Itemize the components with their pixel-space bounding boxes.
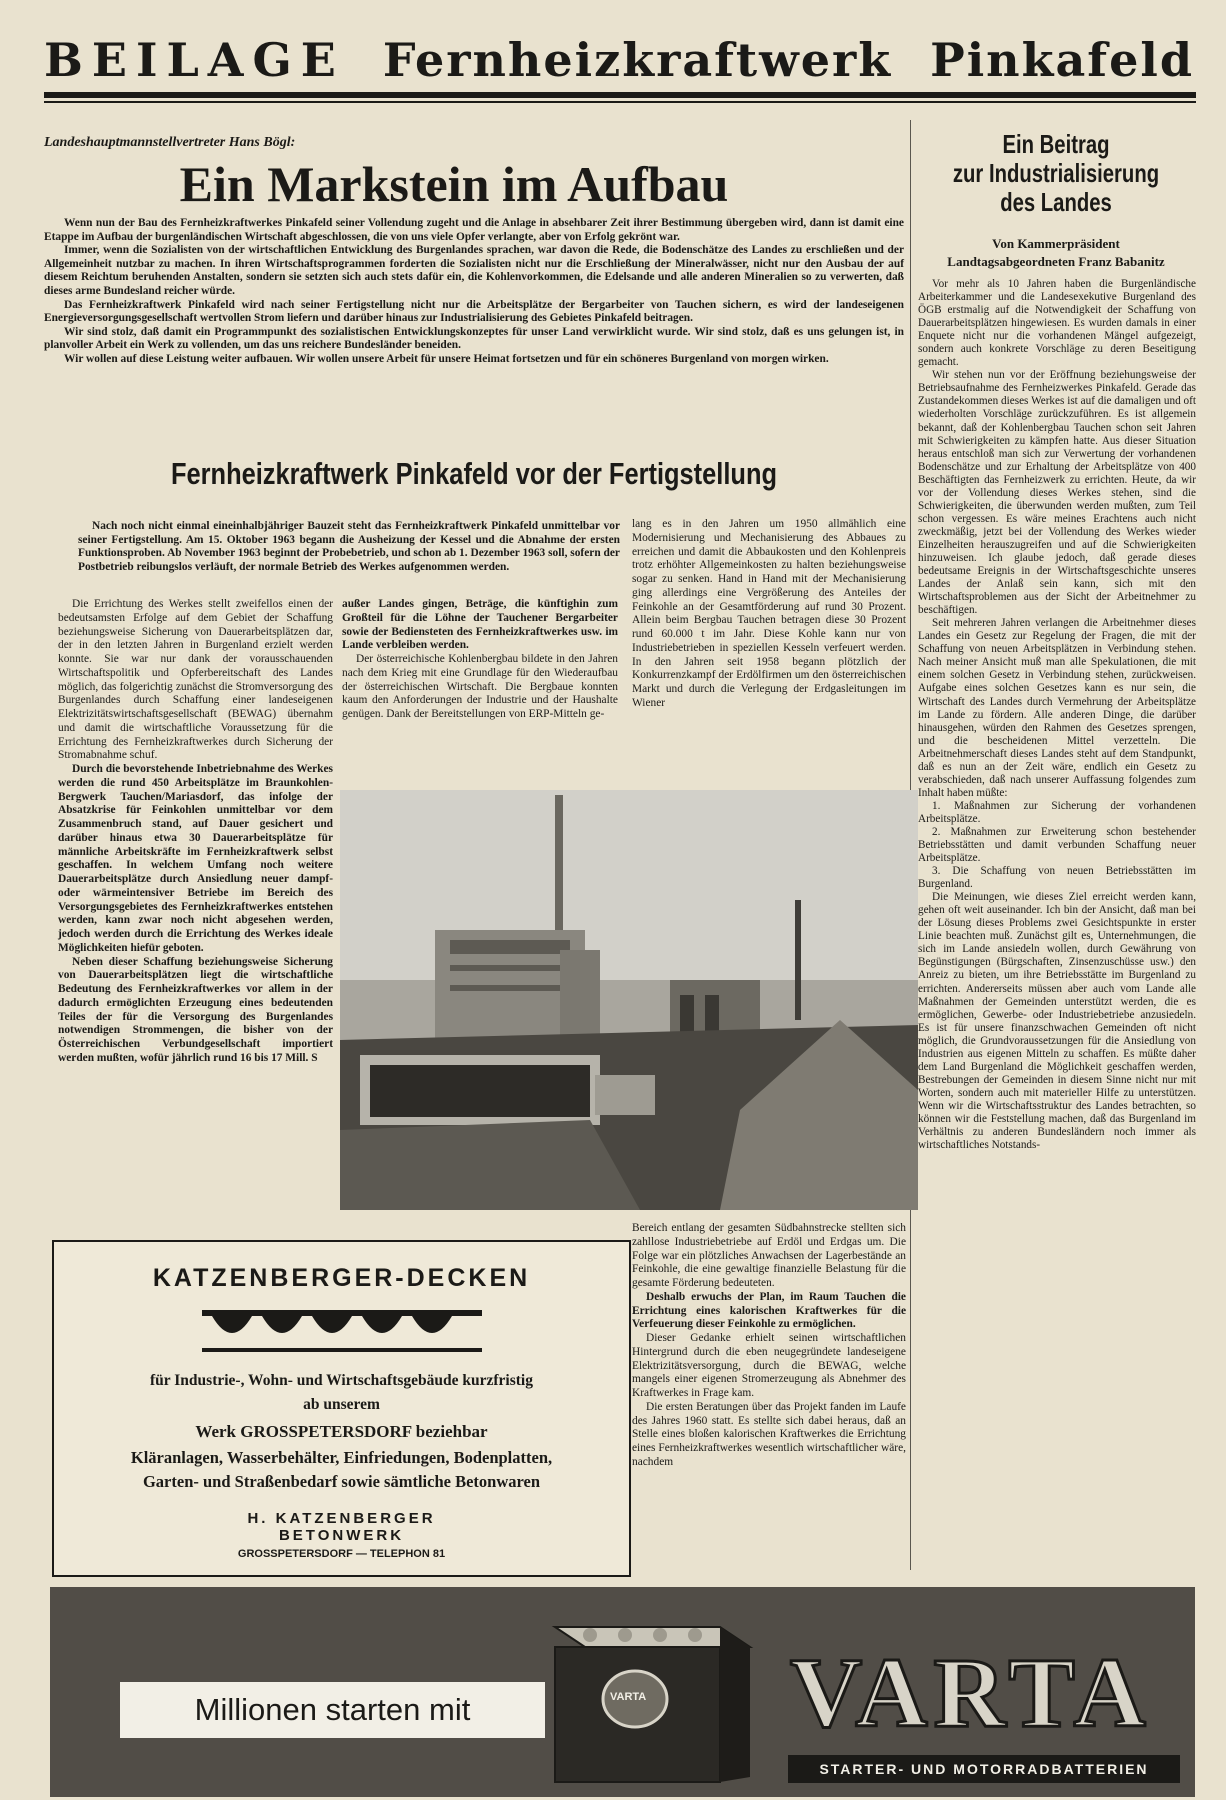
article1-paragraph: Wir wollen auf diese Leistung weiter aufbauen. Wir wollen unsere Arbeit für unsere Heimat fortsetzen und für ein schöneres Burgenland von morgen wirken.	[64, 352, 829, 365]
masthead	[44, 30, 1194, 90]
article3-paragraph: Seit mehreren Jahren verlangen die Arbeitnehmer dieses Landes ein Gesetz zur Regelung der Fragen, die mit der Schaffung von neuen Arbeitsplätzen in Verbindung stehen. Nach meiner Ansicht muß man alle Spekulationen, die mit einem solchen Gesetz in Verbindung stehen, zurückweisen. Aufgabe eines solchen Gesetzes kann es nur sein, die Wirtschaft des Landes durch Vermehrung der Arbeitsplätze im Lande zu fördern. Alle anderen Dinge, die darüber hinausgehen, würden den Rahmen des Gesetzes sprengen, und die bescheidenen Mittel verzetteln. Die Arbeitnehmerschaft dieses Landes steht auf dem Standpunkt, daß es nun an der Zeit wäre, endlich ein Gesetz zu verabschieden, daß nach unserer Auffassung folgendes zum Inhalt haben müßte:	[918, 617, 1196, 799]
masthead-beilage: BEILAGE	[44, 33, 345, 87]
article1-paragraph: Immer, wenn die Sozialisten von der wirtschaftlichen Entwicklung des Burgenlandes sprachen, war davon die Rede, die Bodenschätze des Landes zu erschließen und der Allgemeinheit nutzbar zu machen. In ihren Wirtschaftsprogrammen forderten die Sozialisten nicht nur die Erschließung der Mineralwässer, nicht nur den Ausbau der auf diesem Reichtum beruhenden Anstalten, sondern sie setzten sich auch stets dafür ein, die Kohlenvorkommen, die Edelsande und alle anderen Mineralien so zu verwerten, daß dieses arme Bundesland reicher würde.	[44, 244, 904, 297]
article3-byline-1: Von Kammerpräsident	[992, 236, 1120, 251]
masthead-rule	[44, 92, 1196, 98]
article2-column-3	[632, 518, 906, 711]
masthead-pinkafeld: Pinkafeld	[930, 33, 1194, 87]
article3-paragraph: 3. Die Schaffung von neuen Betriebsstätten im Burgenland.	[918, 865, 1196, 891]
article2-intro-text: Nach noch nicht einmal eineinhalbjähriger Bauzeit steht das Fernheizkraftwerk Pinkafeld unmittelbar vor seiner Fertigstellung. Am 15. Oktober 1963 begann die Ausheizung der Kessel und die Abnahme der ersten Funktionsproben. Ab November 1963 beginnt der Probebetrieb, und schon ab 1. Dezember 1963 soll, sofern der Postbetrieb reibungslos verläuft, der normale Betrieb des Werkes aufgenommen werden.	[78, 520, 620, 573]
article2-column-3-lower	[632, 1222, 906, 1470]
article3-paragraph: Die Meinungen, wie dieses Ziel erreicht werden kann, gehen oft weit auseinander. Ich bin der Ansicht, daß man bei der Lösung dieses Problems zwei Gesichtspunkte in erster Linie beachten muß. Zunächst gilt es, Unternehmungen, die sich im Lande ansiedeln wollen, durch Gewährung von Begünstigungen (Bürgschaften, Zinsenzuschüsse usw.) den Anreiz zu bieten, um ihre Betriebsstätte im Burgenland zu errichten. Andererseits müssen aber auch vom Lande alle Maßnahmen der Gemeinden unterstützt werden, die es ermöglichen, Gewerbe- oder Industriebetriebe anzusiedeln. Es ist für unsere finanzschwachen Gemeinden oft nicht möglich, die Grundvoraussetzungen für die Ansiedlung von Industrien aus eigenen Mitteln zu schaffen. Es müßte daher dem Land Burgenland die Möglichkeit geschaffen werden, Bestrebungen der Gemeinden in diesem Sinne nicht nur mit Worten, sondern auch mit materieller Hilfe zu unterstützen. Wenn wir die Wirtschaftsstruktur des Landes betrachten, so können wir die Feststellung machen, daß das Burgenland im Verhältnis zu anderen Bundesländern noch immer als wirtschaftliches Notstands-	[918, 891, 1196, 1152]
article3-headline-line: zur Industrialisierung	[952, 158, 1160, 188]
article2-paragraph: Dieser Gedanke erhielt seinen wirtschaftlichen Hintergrund durch die eben neugegründete landeseigene Elektrizitätsversorgung, durch die BEWAG, welche mangels einer eigenen Stromerzeugung als Abnehmer des Kraftwerkes in Frage kam.	[632, 1332, 906, 1399]
katzenberger-ad-line2: ab unserem	[303, 1396, 380, 1413]
article1-kicker: Landeshauptmannstellvertreter Hans Bögl:	[44, 135, 296, 150]
article1-headline: Ein Markstein im Aufbau	[179, 156, 729, 212]
article2-column-2	[342, 598, 618, 722]
article1-paragraph: Wenn nun der Bau des Fernheizkraftwerkes Pinkafeld seiner Vollendung zugeht und die Anlage in absehbarer Zeit ihrer Bestimmung übergeben wird, dann ist damit eine Etappe im Aufbau der burgenländischen Wirtschaft abgeschlossen, die von uns viele Opfer verlangte, aber von Erfolg gekrönt war.	[44, 217, 904, 243]
article3-headline	[946, 130, 1166, 217]
article3-headline-line: Ein Beitrag	[1002, 129, 1110, 159]
article2-paragraph: Neben dieser Schaffung beziehungsweise Sicherung von Dauerarbeitsplätzen liegt die wirtschaftliche Bedeutung des Fernheizkraftwerkes vor allem in der dadurch ermöglichten Erzeugung eines bedeutenden Teiles der für die Versorgung des Burgenlandes notwendigen Strommengen, die bisher von der Österreichischen Verbundgesellschaft importiert werden mußten, wofür jährlich rund 16 bis 17 Mill. S	[58, 955, 333, 1064]
varta-brand: VARTA	[790, 1637, 1152, 1748]
varta-ad	[50, 1587, 1195, 1797]
power-plant-photo	[340, 790, 918, 1210]
article2-paragraph: Durch die bevorstehende Inbetriebnahme des Werkes werden die rund 450 Arbeitsplätze im Braunkohlen-Bergwerk Tauchen/Mariasdorf, das infolge der Absatzkrise für Feinkohlen unmittelbar vor dem Zusammenbruch stand, auf Dauer gesichert und darüber hinaus etwa 30 Dauerarbeitsplätze für männliche Arbeitskräfte im Fernheizkraftwerk selbst geschaffen. In welchem Umfang noch weitere Dauerarbeitsplätze durch Ansiedlung neuer dampf- oder wärmeintensiver Betriebe im Bereich des Versorgungsgebietes des Fernheizkraftwerkes entstehen werden, kann zwar noch nicht abgesehen werden, jedoch werden durch die Errichtung des Werkes ideale Möglichkeiten hiefür geboten.	[58, 763, 333, 954]
battery-icon	[555, 1627, 750, 1782]
katzenberger-ad-line1: für Industrie-, Wohn- und Wirtschaftsgebäude kurzfristig	[150, 1372, 533, 1389]
article2-paragraph: Die ersten Beratungen über das Projekt fanden im Laufe des Jahres 1960 statt. Es stellte sich dabei heraus, daß an Stelle eines bloßen kalorischen Kraftwerkes die Errichtung eines Fernheizkraftwerkes wesentlich wirtschaftlicher wäre, nachdem	[632, 1400, 906, 1468]
article3-byline-2: Landtagsabgeordneten Franz Babanitz	[947, 254, 1165, 269]
masthead-rule-thin	[44, 101, 1196, 103]
article2-paragraph: Deshalb erwuchs der Plan, im Raum Tauchen die Errichtung eines kalorischen Kraftwerkes für die Verfeuerung dieser Feinkohle zu ermöglichen.	[632, 1290, 906, 1331]
katzenberger-ad-line5: Garten- und Straßenbedarf sowie sämtliche Betonwaren	[142, 1472, 541, 1491]
masthead-fernheizkraftwerk: Fernheizkraftwerk	[382, 33, 893, 87]
katzenberger-ad-title: KATZENBERGER-DECKEN	[152, 1264, 531, 1292]
article3-paragraph: Vor mehr als 10 Jahren haben die Burgenländische Arbeiterkammer und die Landesexekutive Burgenland des ÖGB erstmalig auf die Notwendigkeit der Schaffung von Dauerarbeitsplätzen hingewiesen. Es wurden damals in einer Enquete nicht nur die vorhandenen Mängel aufgezeigt, sondern auch konkrete Vorschläge zu deren Beseitigung gemacht.	[918, 278, 1196, 369]
article3-body	[918, 278, 1196, 1152]
katzenberger-address: GROSSPETERSDORF — TELEPHON 81	[237, 1548, 446, 1560]
article3-byline	[915, 235, 1197, 271]
article2-paragraph: Die Errichtung des Werkes stellt zweifellos einen der bedeutsamsten Erfolge auf dem Gebiet der Schaffung beziehungsweise Sicherung von Dauerarbeitsplätzen dar, der in den letzten Jahren in Burgenland erzielt werden konnte. Sie war nur dank der vorausschauenden Wirtschaftspolitik und Opferbereitschaft des Landes möglich, das folgerichtig zunächst die Stromversorgung des Burgenlandes durch Schaffung einer landeseigenen Elektrizitätswirtschaftsgesellschaft (BEWAG) übernahm und damit die wirtschaftliche Voraussetzung für die Errichtung des Fernheizkraftwerkes durch Sicherung der Stromabnahme schuf.	[58, 598, 333, 762]
battery-label: VARTA	[610, 1691, 647, 1703]
article3-paragraph: 2. Maßnahmen zur Erweiterung schon bestehender Betriebsstätten und damit verbunden Schaffung neuer Arbeitsplätze.	[918, 825, 1196, 865]
article3-paragraph: 1. Maßnahmen zur Sicherung der vorhandenen Arbeitsplätze.	[918, 799, 1196, 825]
katzenberger-company-name: H. KATZENBERGER	[247, 1510, 436, 1527]
article3-headline-line: des Landes	[1000, 187, 1112, 217]
varta-slogan: Millionen starten mit	[120, 1682, 545, 1738]
article2-headline: Fernheizkraftwerk Pinkafeld vor der Fertigstellung	[170, 456, 778, 491]
katzenberger-ad-line4: Kläranlagen, Wasserbehälter, Einfriedungen, Bodenplatten,	[130, 1448, 553, 1467]
article1-paragraph: Das Fernheizkraftwerk Pinkafeld wird nach seiner Fertigstellung nicht nur die Arbeitsplätze der Bergarbeiter von Tauchen sichern, es wird der landeseigenen Energieversorgungsgesellschaft wertvollen Strom liefern und darüber hinaus zur Industrialisierung des Gebietes Pinkafeld beitragen.	[44, 298, 904, 325]
article2-paragraph: Der österreichische Kohlenbergbau bildete in den Jahren nach dem Krieg mit eine Grundlage für den Wiederaufbau der österreichischen Wirtschaft. Die Bergbaue konnten kaum den Anforderungen der Industrie und der Haushalte genügen. Dank der Bereitstellungen von ERP-Mitteln ge-	[342, 653, 618, 720]
katzenberger-ad	[52, 1240, 631, 1577]
article1-body	[44, 217, 904, 367]
katzenberger-company-type: BETONWERK	[278, 1527, 405, 1544]
article1-paragraph: Wir sind stolz, daß damit ein Programmpunkt des sozialistischen Entwicklungskonzeptes für unser Land verwirklicht wurde. Wir sind stolz, daß es uns gelungen ist, in planvoller Arbeit ein Werk zu vollenden, um das uns reichere Bundesländer beneiden.	[44, 325, 904, 352]
article2-intro	[78, 520, 620, 574]
article2-paragraph: Bereich entlang der gesamten Südbahnstrecke stellten sich zahllose Industriebetriebe auf Erdöl und Erdgas um. Die Folge war ein plötzliches Anwachsen der Lagerbestände an Feinkohle, die eine gewaltige finanzielle Belastung für die gesamte Förderung bedeuteten.	[632, 1222, 906, 1289]
power-plant-illustration	[340, 790, 918, 1210]
article3-paragraph: Wir stehen nun vor der Eröffnung beziehungsweise der Betriebsaufnahme des Fernheizwerkes Pinkafeld. Gerade das Zustandekommen dieses Werkes ist auf die damaligen und oft wiederholten Vorschläge zurückzuführen. Es ist allgemein bekannt, daß der Kohlenbergbau Tauchen schon seit Jahren mit Schwierigkeiten zu kämpfen hatte. Aus dieser Situation heraus entschloß man sich zur Verwertung der vorhandenen Bodenschätze und zur Erhaltung der Arbeitsplätze von 400 Beschäftigten das Fernheizwerk zu errichten. Heute, da wir vor der Vollendung dieses Werkes stehen, sind die Schwierigkeiten, die überwunden werden mußten, zum Teil schon vergessen. Es wäre meines Erachtens auch nicht zweckmäßig, jetzt bei der Vollendung des Werkes wieder Einzelheiten herauszugreifen und auf die Schwierigkeiten hinzuweisen. Ich glaube jedoch, daß gerade dieses bedeutsame Ereignis in der Wirtschaftsgeschichte unseres Landes der Anlaß sein kann, sich mit den Wirtschaftsproblemen aus der Sicht der Arbeitnehmer zu beschäftigen.	[918, 369, 1196, 617]
katzenberger-ad-line3: Werk GROSSPETERSDORF beziehbar	[195, 1422, 488, 1441]
ceiling-beams-icon	[202, 1310, 482, 1358]
article2-column-1	[58, 598, 333, 1066]
varta-subtitle: STARTER- UND MOTORRADBATTERIEN	[788, 1755, 1180, 1783]
article2-paragraph: außer Landes gingen, Beträge, die künftighin zum Großteil für die Löhne der Tauchener Bergarbeiter sowie der Bediensteten des Fernheizkraftwerkes usw. im Lande verbleiben werden.	[342, 598, 618, 652]
article2-paragraph: lang es in den Jahren um 1950 allmählich eine Modernisierung und Mechanisierung des Abbaues zu erreichen und damit die Abbaukosten und den Kohlenpreis trotz erhöhter Allgemeinkosten zu halten beziehungsweise sogar zu senken. Hand in Hand mit der Mechanisierung ging allerdings eine Vergrößerung des Anteiles der Feinkohle an der Gesamtförderung auf rund 30 Prozent. Allein beim Bergbau Tauchen betragen diese 30 Prozent rund 60.000 t im Jahr. Diese Kohle kann nur von Industriebetrieben in speziellen Kesseln verfeuert werden. In den Jahren seit 1958 begann plötzlich der Konkurrenzkampf der Erdölfirmen um den österreichischen Markt und durch die Verlegung der Erdgasleitungen im Wiener	[632, 518, 906, 709]
